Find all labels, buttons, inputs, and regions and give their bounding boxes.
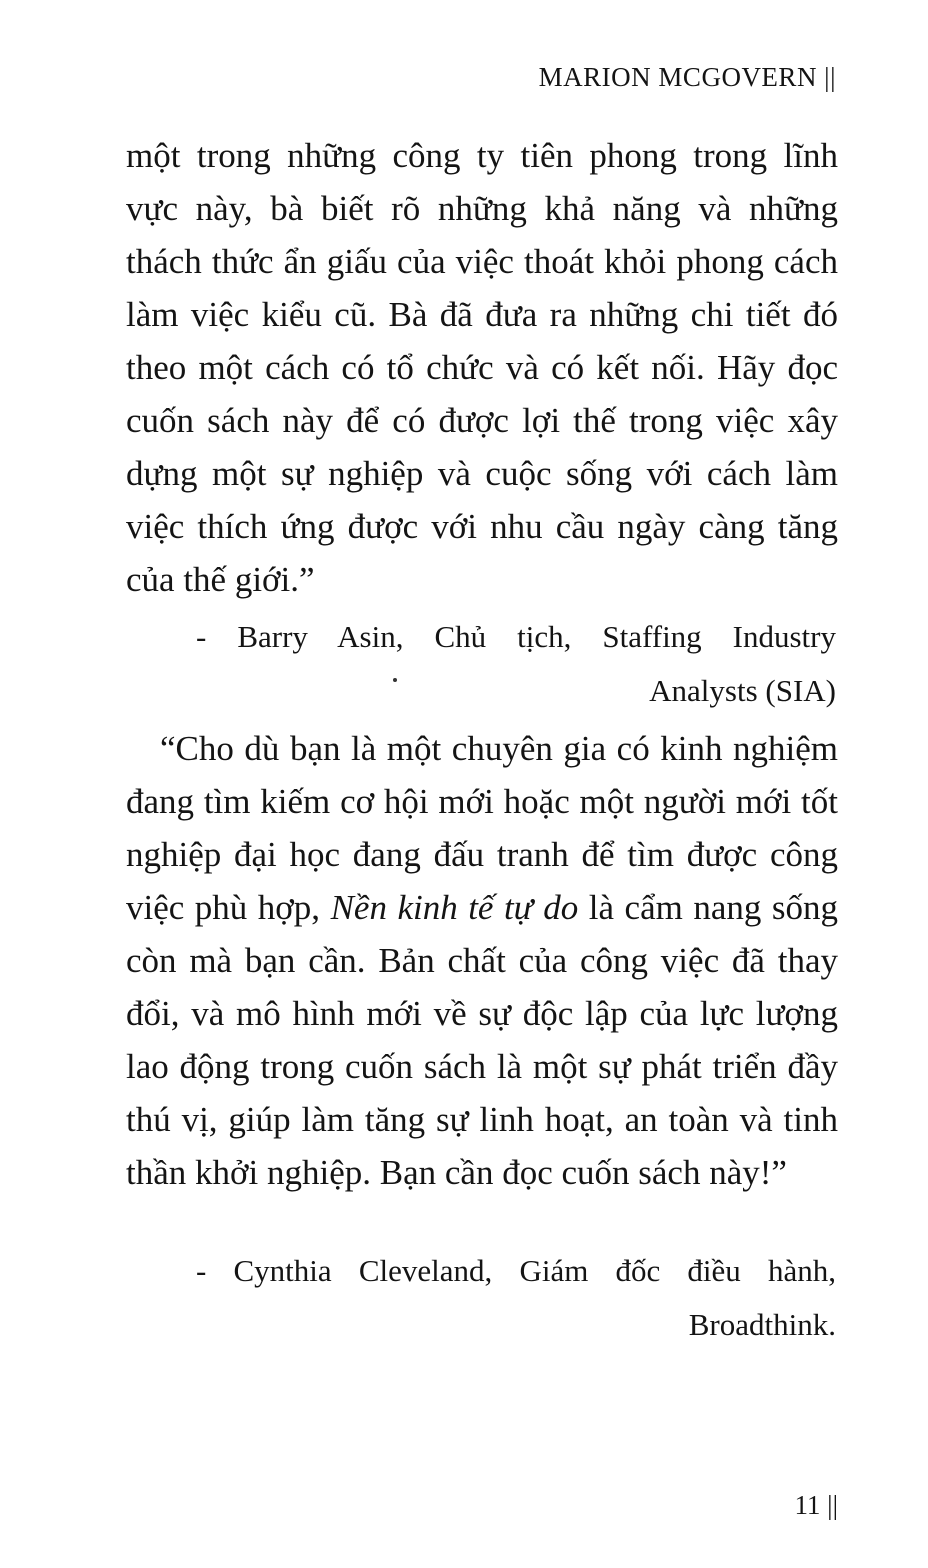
text-line: còn mà bạn cần. Bản chất của công việc đã thay <box>126 941 838 980</box>
text-segment: việc phù hợp, <box>126 888 331 927</box>
testimonial-paragraph-1 <box>126 129 838 606</box>
text-line: đang tìm kiếm cơ hội mới hoặc một người mới tốt <box>126 782 838 821</box>
attribution-2 <box>196 1244 836 1352</box>
text-line: thú vị, giúp làm tăng sự linh hoạt, an toàn và tinh <box>126 1100 838 1139</box>
text-line: việc thích ứng được với nhu cầu ngày càng tăng <box>126 507 838 546</box>
text-line: nghiệp đại học đang đấu tranh để tìm được công <box>126 835 838 874</box>
text-line: theo một cách có tổ chức và có kết nối. Hãy đọc <box>126 348 838 387</box>
text-line: làm việc kiểu cũ. Bà đã đưa ra những chi tiết đó <box>126 295 838 334</box>
text-line: đổi, và mô hình mới về sự độc lập của lực lượng <box>126 994 838 1033</box>
attribution-organization: Broadthink. <box>688 1307 836 1342</box>
text-line: vực này, bà biết rõ những khả năng và những <box>126 189 838 228</box>
text-line: “Cho dù bạn là một chuyên gia có kinh nghiệm <box>160 729 838 768</box>
testimonial-paragraph-2 <box>126 722 838 1199</box>
print-speck <box>393 678 397 682</box>
attribution-organization: Analysts (SIA) <box>649 673 836 708</box>
text-line-with-title <box>126 881 838 934</box>
running-header: MARION MCGOVERN || <box>538 62 836 92</box>
text-line: lao động trong cuốn sách là một sự phát triển đầy <box>126 1047 838 1086</box>
book-title: Nền kinh tế tự do <box>330 888 579 927</box>
attribution-name: - Cynthia Cleveland, Giám đốc điều hành, <box>196 1253 836 1288</box>
text-line: một trong những công ty tiên phong trong lĩnh <box>126 136 838 175</box>
text-line: cuốn sách này để có được lợi thế trong việc xây <box>126 401 838 440</box>
text-line: dựng một sự nghiệp và cuộc sống với cách làm <box>126 454 838 493</box>
text-line: thách thức ẩn giấu của việc thoát khỏi phong cách <box>126 242 838 281</box>
attribution-1 <box>196 610 836 718</box>
text-segment: là cẩm nang sống <box>578 888 838 927</box>
page-number: 11 || <box>794 1490 838 1520</box>
attribution-name: - Barry Asin, Chủ tịch, Staffing Industry <box>196 619 836 654</box>
text-line: thần khởi nghiệp. Bạn cần đọc cuốn sách này!” <box>126 1153 787 1192</box>
text-line: của thế giới.” <box>126 560 315 599</box>
